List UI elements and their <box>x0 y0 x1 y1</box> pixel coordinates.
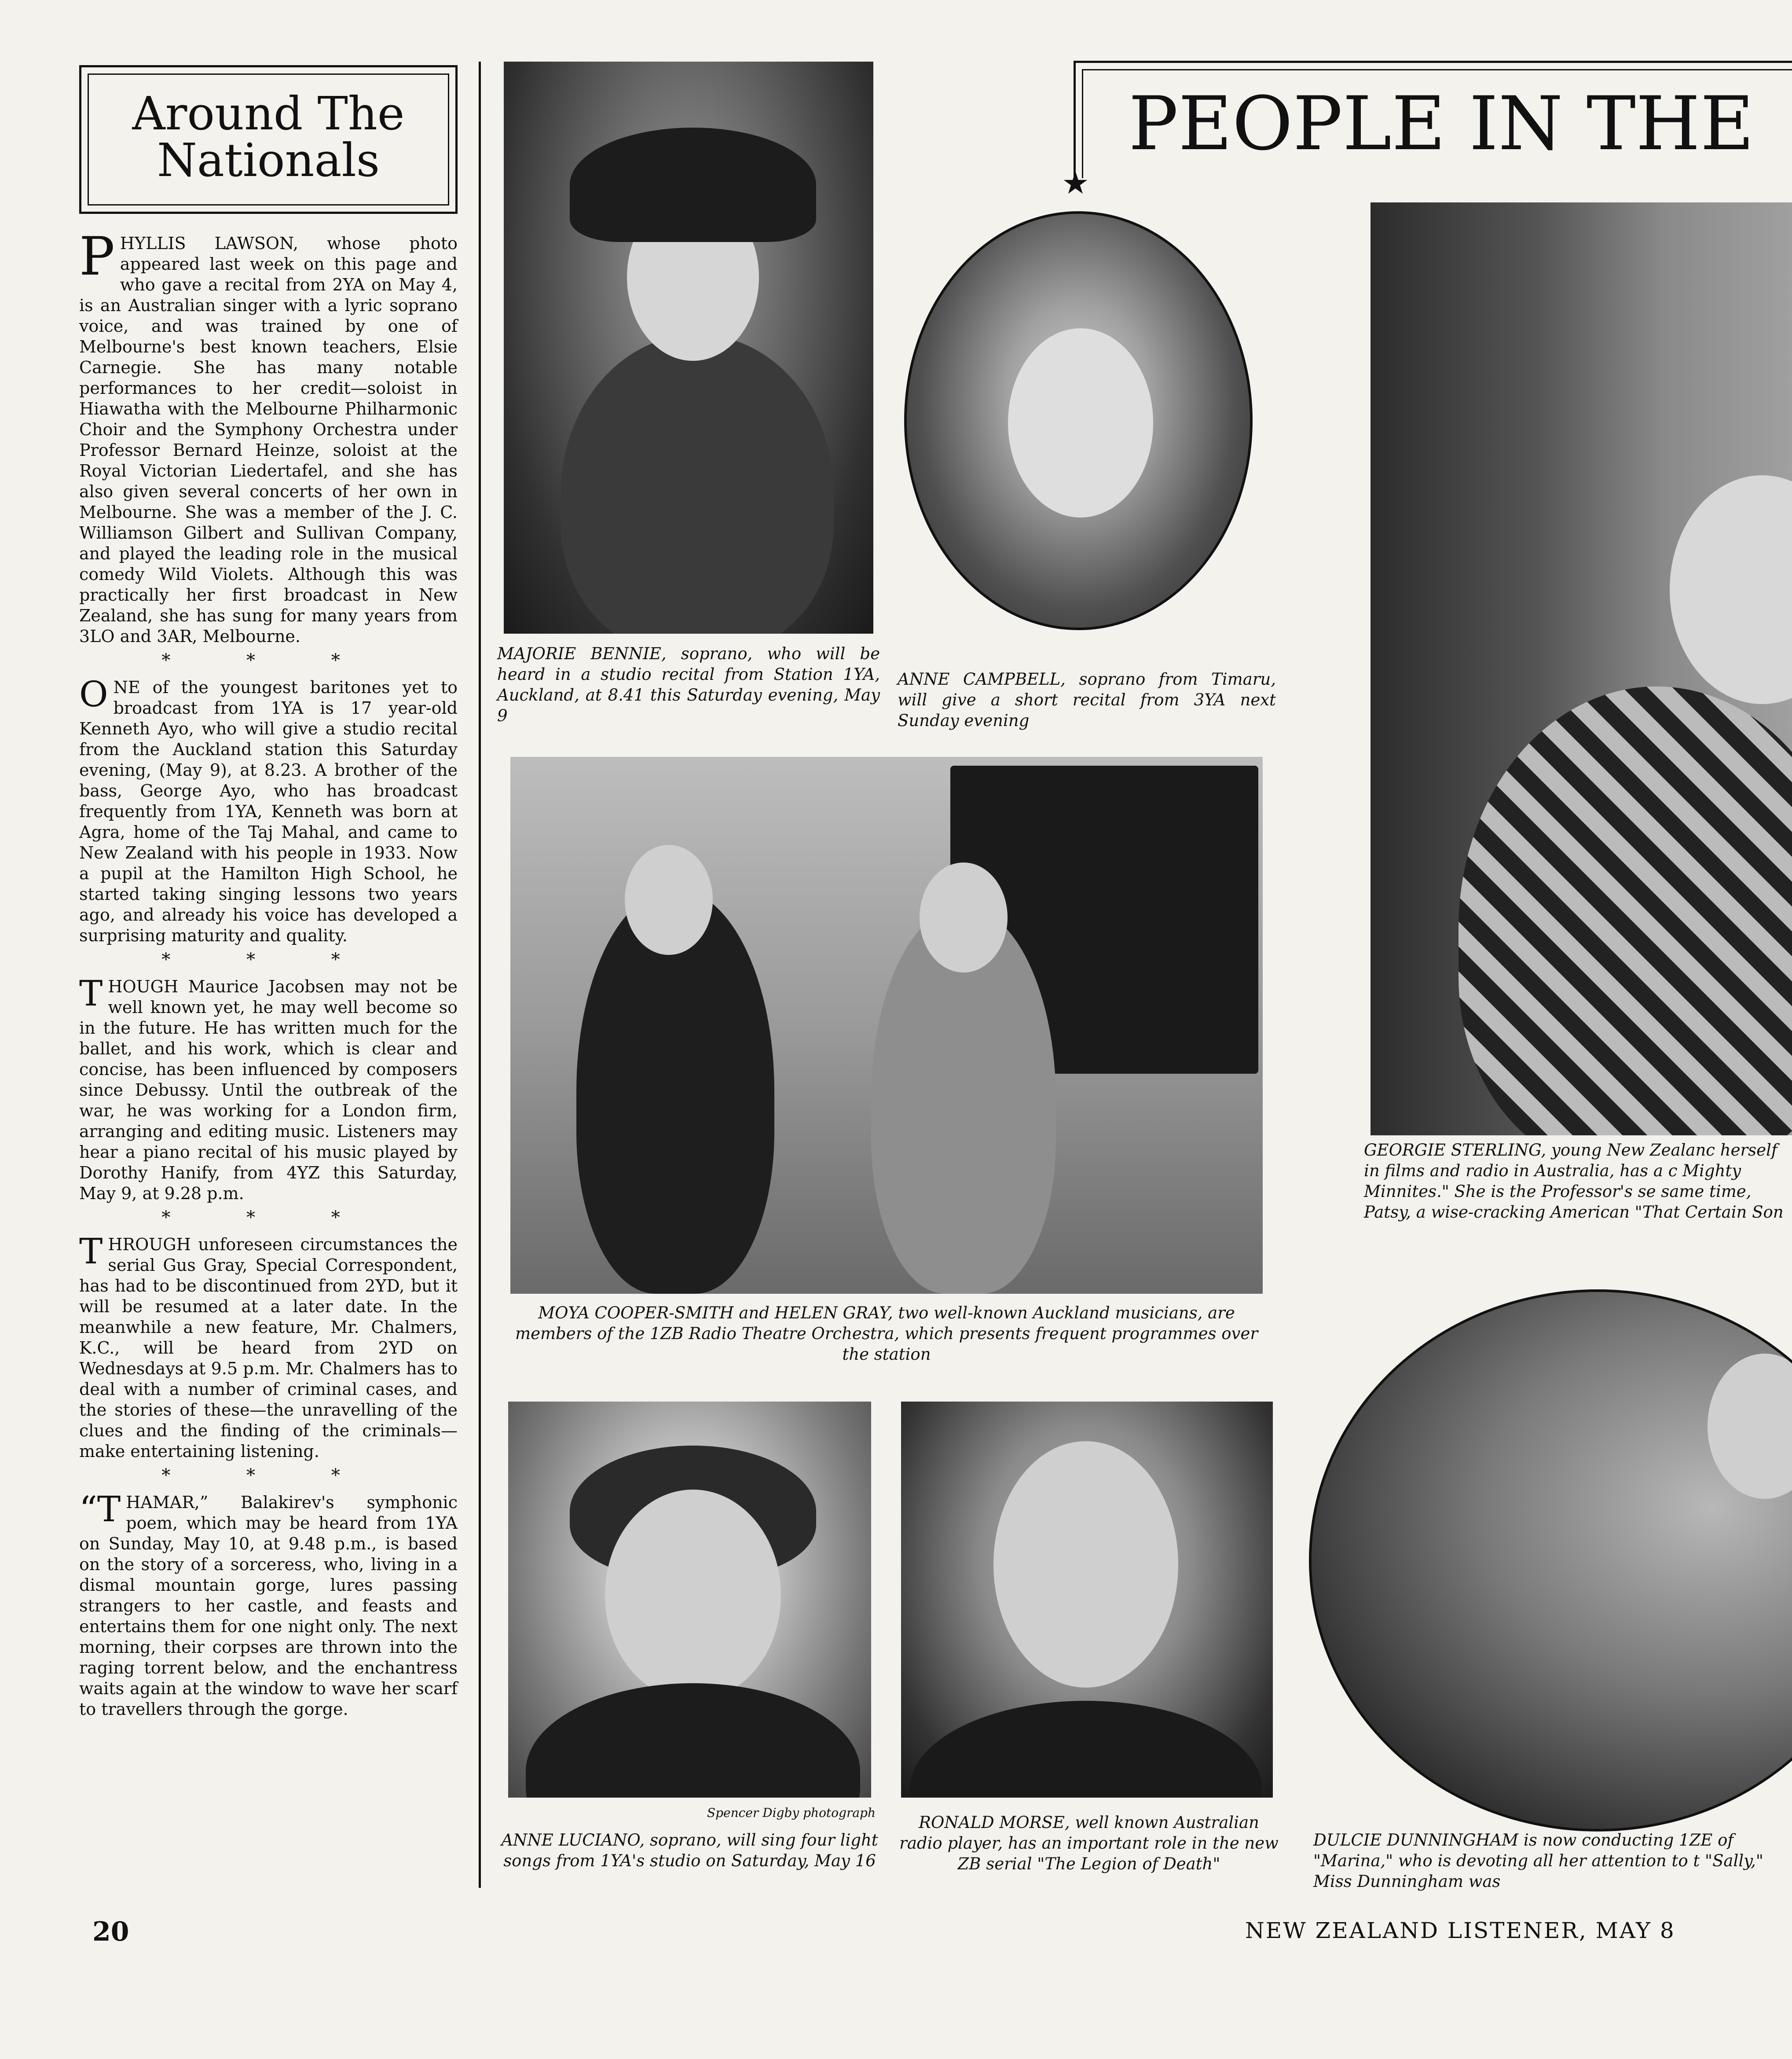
separator-stars: * * * <box>161 650 375 671</box>
article-maurice-jacobsen <box>79 973 458 1204</box>
photo-georgie-sterling <box>1371 202 1792 1135</box>
star-icon: ★ <box>1062 165 1089 201</box>
article-text: HOUGH Maurice Jacobsen may not be well known yet, he may well become so in the future. He has written much for the ballet, and his work, which is clear and concise, has been influenced by composers since Debussy. Until the outbreak of the war, he was working for a London firm, arranging and editing music. Listeners may hear a piano recital of his music played by Dorothy Hanify, from 4YZ this Saturday, May 9, at 9.28 p.m. <box>79 977 458 1203</box>
dropcap: P <box>79 226 115 287</box>
people-banner <box>1062 61 1792 201</box>
separator-stars: * * * <box>161 1465 375 1486</box>
photo-anne-campbell <box>904 211 1253 630</box>
dropcap: T <box>79 1231 103 1272</box>
publication-footer: NEW ZEALAND LISTENER, MAY 8 <box>1245 1918 1675 1943</box>
separator-stars: * * * <box>161 1208 375 1228</box>
article-text: HROUGH unforeseen circumstances the serial Gus Gray, Special Correspondent, has had to be discontinued from 2YD, but it will be resumed at a later date. In the meanwhile a new feature, Mr. Chalmers, K.C., will be heard from 2YD on Wednesdays at 9.5 p.m. Mr. Chalmers has to deal with a number of criminal cases, and the stories of these—the unravelling of the clues and the finding of the criminals—make entertaining listening. <box>79 1235 458 1461</box>
article-gus-gray <box>79 1231 458 1462</box>
people-banner-title: PEOPLE IN THE <box>1129 81 1755 167</box>
photo-dulcie-dunningham <box>1309 1289 1792 1831</box>
photo-cooper-smith-gray <box>510 757 1263 1294</box>
article-phyllis-lawson <box>79 226 458 647</box>
caption-georgie-sterling: GEORGIE STERLING, young New Zealanc herself in films and radio in Australia, has a c Mighty Minnites." She is the Professor's se same time, Patsy, a wise-cracking American "That Certain Son <box>1364 1141 1784 1222</box>
caption-anne-luciano: ANNE LUCIANO, soprano, will sing four light songs from 1YA's studio on Saturday, May 16 <box>501 1831 878 1870</box>
page-number: 20 <box>92 1916 129 1947</box>
article-text: HAMAR,” Balakirev's symphonic poem, which may be heard from 1YA on Sunday, May 10, at 9.48 p.m., is based on the story of a sorceress, who, living in a dismal mountain gorge, lures passing strangers to her castle, and feasts and entertains them for one night only. The next morning, their corpses are thrown into the raging torrent below, and the enchantress waits again at the window to wave her scarf to travellers through the gorge. <box>79 1493 458 1719</box>
caption-dulcie-dunningham: DULCIE DUNNINGHAM is now conducting 1ZE of "Marina," who is devoting all her attention to t "Sally," Miss Dunningham was <box>1313 1831 1763 1891</box>
photo-credit: Spencer Digby photograph <box>707 1806 876 1820</box>
photo-ronald-morse <box>901 1402 1273 1798</box>
caption-cooper-smith-gray: MOYA COOPER-SMITH and HELEN GRAY, two well-known Auckland musicians, are members of the 1ZB Radio Theatre Orchestra, which presents frequent programmes over the station <box>515 1303 1258 1364</box>
dropcap: “T <box>79 1489 121 1530</box>
article-thamar <box>79 1489 458 1720</box>
dropcap: T <box>79 973 103 1014</box>
caption-ronald-morse: RONALD MORSE, well known Australian radio player, has an important role in the new ZB serial "The Legion of Death" <box>899 1813 1279 1873</box>
photo-majorie-bennie <box>504 62 873 634</box>
article-text: HYLLIS LAWSON, whose photo appeared last week on this page and who gave a recital from 2YA on May 4, is an Australian singer with a lyric soprano voice, and was trained by one of Melbourne's best known teachers, Elsie Carnegie. She has many notable performances to her credit—soloist in Hiawatha with the Melbourne Philharmonic Choir and the Symphony Orchestra under Professor Bernard Heinze, soloist at the Royal Victorian Liedertafel, and she has also given several concerts of her own in Melbourne. She was a member of the J. C. Williamson Gilbert and Sullivan Company, and played the leading role in the musical comedy Wild Violets. Although this was practically her first broadcast in New Zealand, she has sung for many years from 3LO and 3AR, Melbourne. <box>79 234 458 646</box>
caption-anne-campbell: ANNE CAMPBELL, soprano from Timaru, will give a short recital from 3YA next Sunday evening <box>898 670 1276 730</box>
photo-anne-luciano <box>508 1402 871 1798</box>
nationals-title-box <box>79 65 458 214</box>
caption-majorie-bennie: MAJORIE BENNIE, soprano, who will be heard in a studio recital from Station 1YA, Auckland, at 8.41 this Saturday evening, May 9 <box>497 644 880 725</box>
nationals-column <box>79 226 458 1720</box>
dropcap: O <box>79 674 108 715</box>
column-divider <box>479 62 481 1888</box>
article-kenneth-ayo <box>79 674 458 946</box>
article-text: NE of the youngest baritones yet to broadcast from 1YA is 17 year-old Kenneth Ayo, who will give a studio recital from the Auckland station this Saturday evening, (May 9), at 8.23. A brother of the bass, George Ayo, who has broadcast frequently from 1YA, Kenneth was born at Agra, home of the Taj Mahal, and came to New Zealand with his people in 1933. Now a pupil at the Hamilton High School, he started taking singing lessons two years ago, and already his voice has developed a surprising maturity and quality. <box>79 678 458 945</box>
nationals-title: Around The Nationals <box>132 87 405 187</box>
separator-stars: * * * <box>161 950 375 970</box>
